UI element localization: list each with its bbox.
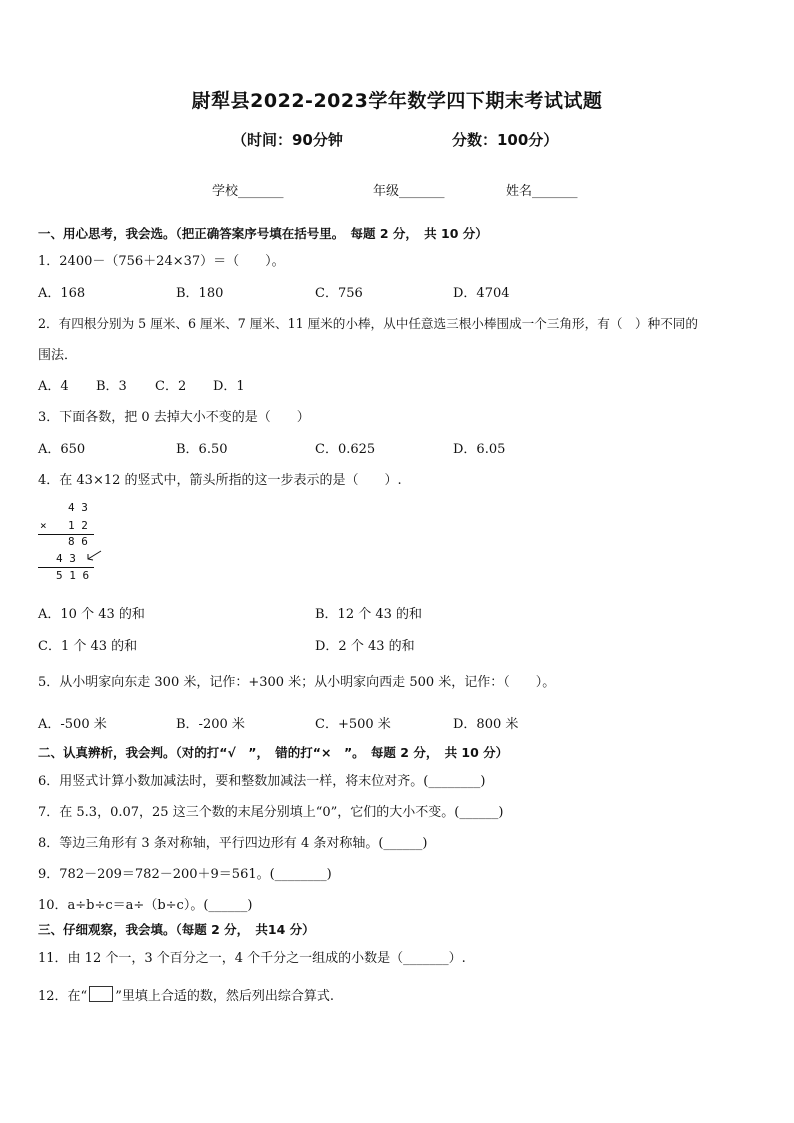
question-2-line-2: 围法． [38,348,78,363]
q3-option-b: B．6.50 [176,442,228,457]
q3-option-c: C．0.625 [315,442,376,457]
q4-option-d: D．2 个 43 的和 [315,639,415,654]
question-6: 6．用竖式计算小数加减法时，要和整数加减法一样，将末位对齐。(________) [38,774,486,789]
section-heading-2: 二、认真辨析，我会判。（对的打“√ ”， 错的打“× ”。 每题 2 分， 共 10 分） [38,745,509,760]
question-11: 11．由 12 个一，3 个百分之一，4 个千分之一组成的小数是（_______）. [38,951,466,966]
exam-score: 分数：100分） [452,131,559,149]
grade-field: 年级_______ [373,184,445,199]
question-2-line-1: 2．有四根分别为 5 厘米、6 厘米、7 厘米、11 厘米的小棒，从中任意选三根小棒围成一个三角形，有（ ）种不同的 [38,316,698,331]
q12-prefix: 12．在“ [38,989,88,1004]
q5-option-a: A．-500 米 [38,717,107,732]
vertical-multiplication [36,500,106,586]
school-field: 学校_______ [212,184,284,199]
calc-row-2: 1 2 [68,519,88,532]
q2-option-c: C．2 [155,379,187,394]
q5-option-b: B．-200 米 [176,717,245,732]
arrow-icon [85,549,103,563]
calc-row-5: 5 1 6 [56,569,90,582]
q1-option-b: B．180 [176,286,224,301]
section-heading-3: 三、仔细观察，我会填。（每题 2 分， 共14 分） [38,922,315,937]
q4-option-a: A．10 个 43 的和 [38,607,145,622]
question-3: 3．下面各数，把 0 去掉大小不变的是（ ） [38,410,310,425]
q1-option-c: C．756 [315,286,363,301]
q4-option-b: B．12 个 43 的和 [315,607,423,622]
question-7: 7．在 5.3，0.07，25 这三个数的末尾分别填上“0”，它们的大小不变。(______) [38,805,504,820]
q5-option-c: C．+500 米 [315,717,391,732]
q3-option-a: A．650 [38,442,86,457]
calc-row-1: 4 3 [68,501,88,514]
question-9: 9．782－209＝782－200＋9＝561。(________) [38,867,332,882]
calc-divider-2 [38,567,94,568]
q2-option-a: A．4 [38,379,69,394]
name-field: 姓名_______ [506,184,578,199]
section-heading-1: 一、用心思考，我会选。（把正确答案序号填在括号里。 每题 2 分， 共 10 分） [38,226,488,241]
q5-option-d: D．800 米 [453,717,519,732]
question-10: 10．a÷b÷c＝a÷（b÷c）。(______) [38,898,253,913]
q4-option-c: C．1 个 43 的和 [38,639,138,654]
question-4: 4．在 43×12 的竖式中，箭头所指的这一步表示的是（ ）. [38,473,402,488]
question-8: 8．等边三角形有 3 条对称轴，平行四边形有 4 条对称轴。(______) [38,836,428,851]
calc-row-4: 4 3 [56,552,76,565]
answer-box [89,986,113,1002]
exam-time: （时间：90分钟 [232,131,343,149]
page-title: 尉犁县2022-2023学年数学四下期末考试试题 [191,90,603,112]
q12-suffix: ”里填上合适的数，然后列出综合算式. [115,989,334,1004]
calc-times-sign: × [40,519,47,532]
question-1: 1．2400－（756＋24×37）＝（ ）。 [38,254,285,269]
q2-option-b: B．3 [96,379,127,394]
question-5: 5．从小明家向东走 300 米，记作：+300 米；从小明家向西走 500 米，记作：（ ）。 [38,675,556,690]
q1-option-a: A．168 [38,286,86,301]
question-12 [38,985,334,1004]
q3-option-d: D．6.05 [453,442,506,457]
q1-option-d: D．4704 [453,286,510,301]
calc-row-3: 8 6 [68,535,88,548]
q2-option-d: D．1 [213,379,245,394]
